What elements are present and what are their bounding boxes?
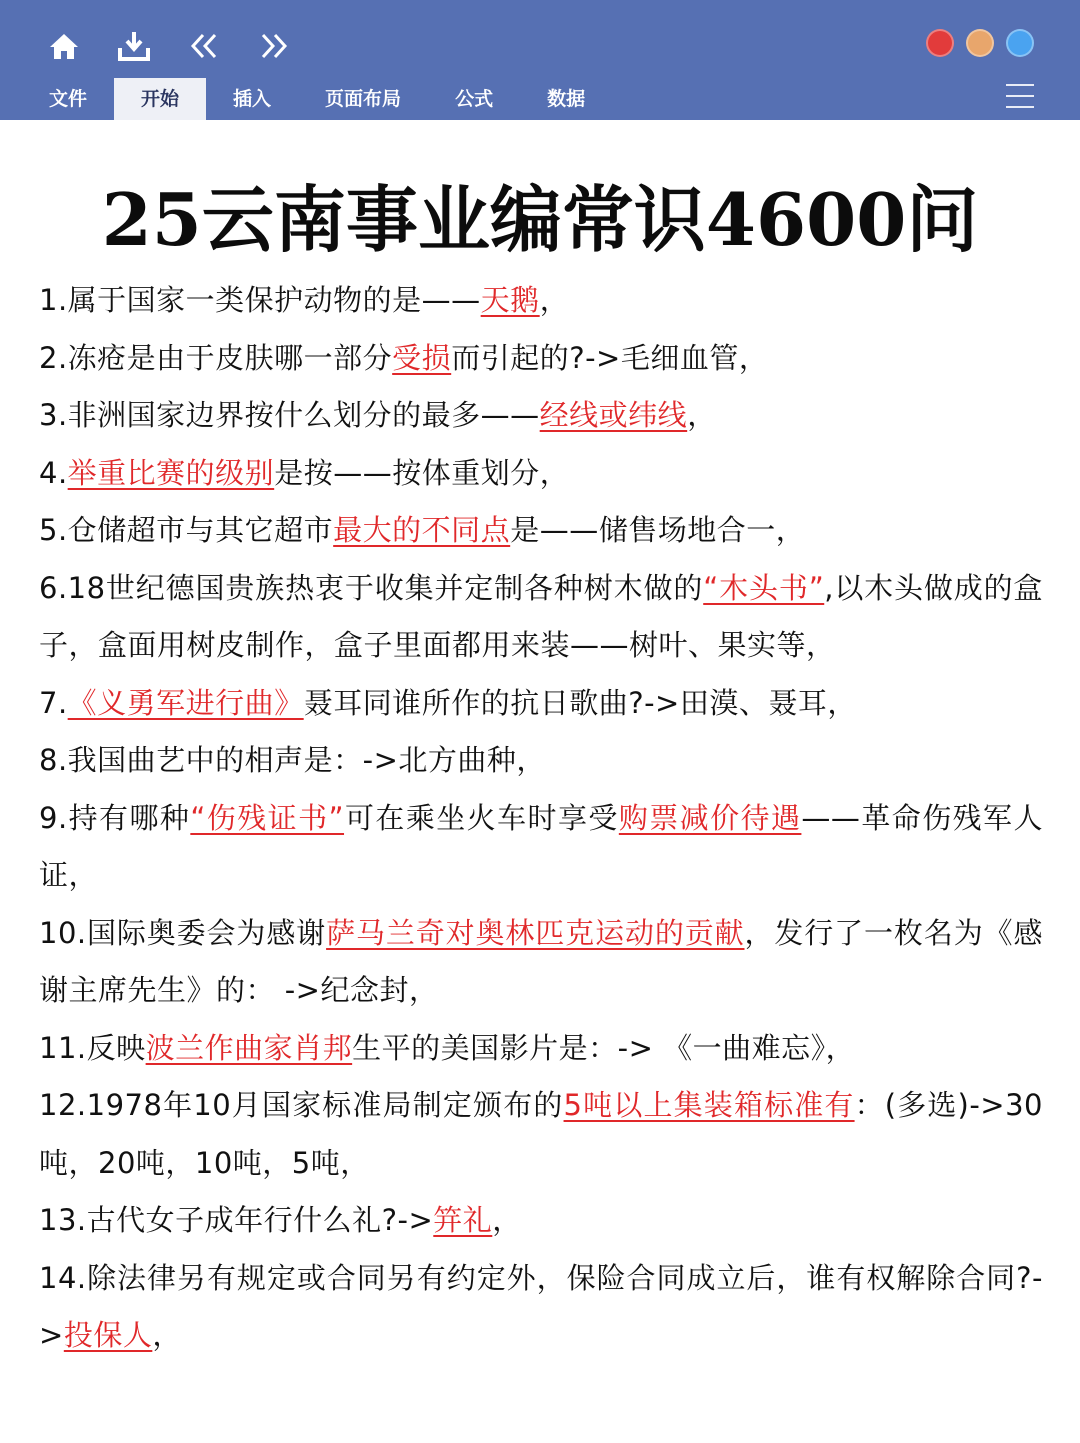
- tab-insert[interactable]: 插入: [233, 88, 272, 110]
- download-icon[interactable]: [114, 26, 154, 66]
- highlighted-keyword: 投保人: [63, 1318, 153, 1352]
- tab-formulas[interactable]: 公式: [455, 88, 494, 110]
- question-item: [39, 1192, 1043, 1250]
- question-text: 生平的美国影片是：-> 《一曲难忘》，: [352, 1030, 856, 1065]
- maximize-dot[interactable]: [1006, 29, 1034, 57]
- question-item: [39, 387, 1043, 445]
- highlighted-keyword: “伤残证书”: [190, 800, 345, 835]
- question-text: 聂耳同谁所作的抗日歌曲?->田漠、聂耳，: [303, 685, 857, 720]
- question-item: [39, 905, 1043, 1020]
- question-item: [39, 1020, 1043, 1078]
- ribbon-tabs: [22, 78, 612, 120]
- tab-file[interactable]: 文件: [49, 88, 88, 110]
- highlighted-keyword: 天鹅: [480, 283, 540, 317]
- highlighted-keyword: 5吨以上集装箱标准有: [563, 1088, 855, 1122]
- tab-data[interactable]: 数据: [547, 88, 586, 110]
- question-text: ——革命伤残军人证，: [39, 800, 1043, 892]
- question-text: 7.: [39, 685, 68, 720]
- question-text: 12.1978年10月国家标准局制定颁布的: [39, 1088, 564, 1122]
- question-item: [39, 330, 1043, 388]
- highlighted-keyword: 经线或纬线: [539, 398, 688, 432]
- highlighted-keyword: 笄礼: [433, 1203, 493, 1237]
- question-item: [39, 675, 1043, 733]
- question-text: 2.冻疮是由于皮肤哪一部分: [39, 340, 393, 375]
- highlighted-keyword: 波兰作曲家肖邦: [145, 1030, 353, 1065]
- question-text: 可在乘坐火车时享受: [344, 800, 619, 835]
- question-text: 是按——按体重划分，: [274, 455, 570, 490]
- question-item: [39, 1077, 1043, 1192]
- quick-access-toolbar: [44, 26, 294, 66]
- undo-icon[interactable]: [184, 26, 224, 66]
- highlighted-keyword: 最大的不同点: [333, 513, 511, 547]
- question-text: ,以木头做成的盒子，盒面用树皮制作，盒子里面都用来装——树叶、果实等，: [39, 570, 1043, 662]
- window-controls: [926, 29, 1034, 57]
- question-item: [39, 502, 1043, 560]
- tab-page-layout[interactable]: 页面布局: [325, 88, 402, 110]
- question-item: [39, 790, 1043, 905]
- page-title: 25云南事业编常识4600问: [101, 177, 979, 262]
- highlighted-keyword: 购票减价待遇: [618, 800, 802, 835]
- highlighted-keyword: 萨马兰奇对奥林匹克运动的贡献: [326, 915, 745, 950]
- redo-icon[interactable]: [254, 26, 294, 66]
- question-text: 6.18世纪德国贵族热衷于收集并定制各种树木做的: [39, 570, 704, 605]
- highlighted-keyword: 《义勇军进行曲》: [67, 685, 304, 720]
- hamburger-menu-icon[interactable]: [1006, 84, 1034, 112]
- question-text: 10.国际奥委会为感谢: [39, 915, 327, 950]
- close-dot[interactable]: [926, 29, 954, 57]
- question-text: ，: [687, 398, 717, 432]
- question-text: 8.我国曲艺中的相声是：->北方曲种，: [39, 743, 546, 777]
- question-text: ，: [152, 1318, 182, 1352]
- question-text: 而引起的?->毛细血管，: [451, 340, 769, 375]
- question-text: ，发行了一枚名为《感谢主席先生》的： ->纪念封，: [39, 915, 1043, 1007]
- tab-home[interactable]: 开始: [114, 78, 206, 120]
- minimize-dot[interactable]: [966, 29, 994, 57]
- app-ribbon: [0, 0, 1080, 120]
- question-item: [39, 560, 1043, 675]
- question-text: ：(多选)->30吨，20吨，10吨，5吨，: [39, 1088, 1044, 1180]
- question-item: [39, 272, 1043, 330]
- highlighted-keyword: “木头书”: [703, 570, 825, 605]
- question-text: 14.除法律另有规定或合同另有约定外，保险合同成立后，谁有权解除合同?->: [39, 1260, 1043, 1352]
- home-icon[interactable]: [44, 26, 84, 66]
- highlighted-keyword: 举重比赛的级别: [67, 455, 275, 490]
- question-item: [39, 445, 1043, 503]
- question-item: [39, 732, 1043, 790]
- question-text: 5.仓储超市与其它超市: [39, 513, 334, 547]
- question-text: 1.属于国家一类保护动物的是——: [39, 283, 481, 317]
- question-text: 13.古代女子成年行什么礼?->: [39, 1203, 434, 1237]
- question-text: 4.: [39, 455, 68, 490]
- question-text: 11.反映: [39, 1030, 146, 1065]
- question-text: 9.持有哪种: [39, 800, 191, 835]
- question-text: ，: [492, 1203, 522, 1237]
- question-list: [39, 272, 1043, 1365]
- question-text: ，: [539, 283, 570, 317]
- question-item: [39, 1250, 1043, 1365]
- question-text: 是——储售场地合一，: [510, 513, 806, 547]
- question-text: 3.非洲国家边界按什么划分的最多——: [39, 398, 540, 432]
- highlighted-keyword: 受损: [392, 340, 452, 375]
